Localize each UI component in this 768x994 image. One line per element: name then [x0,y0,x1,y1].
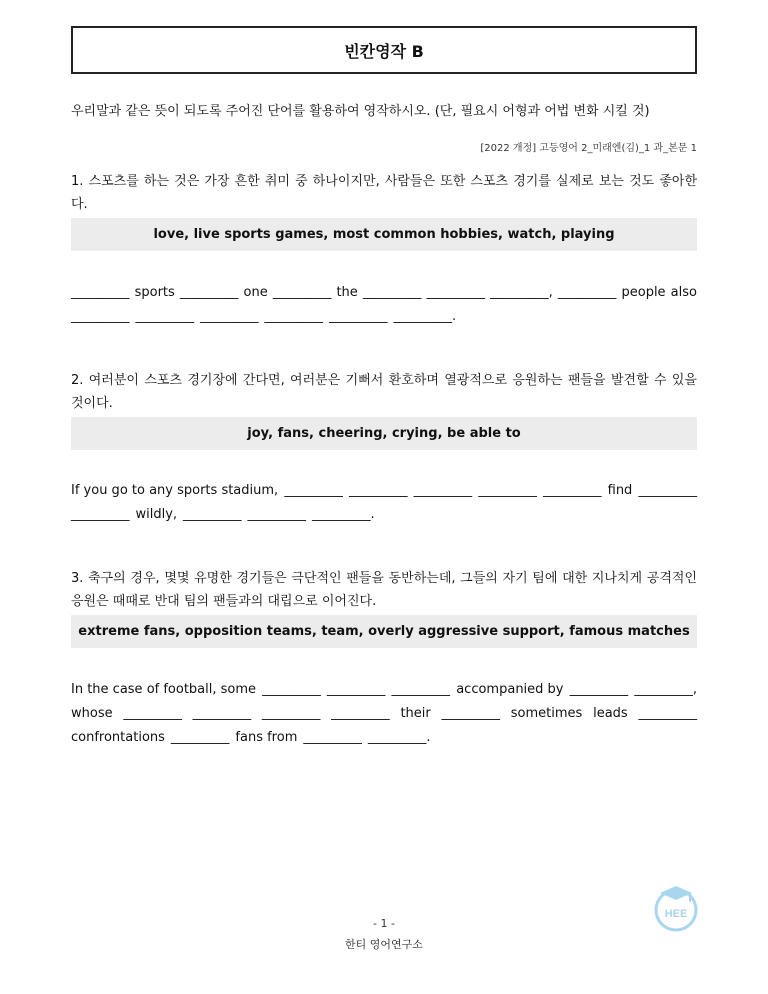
answer-blank: _________ [478,482,537,498]
answer-blank: _________. [367,729,431,745]
answer-blank: _________ [326,681,386,697]
answer-word: their [400,705,431,721]
question-2-hint: joy, fans, cheering, crying, be able to [247,426,521,441]
answer-blank: _________ [200,308,259,324]
answer-blank: _________, [634,681,697,697]
answer-blank: _________. [312,506,375,522]
answer-blank: _________, [490,284,553,300]
question-1-hint: love, live sports games, most common hobbies, watch, playing [153,227,615,242]
question-3-answer-line-1 [71,677,697,701]
answer-word: find [607,482,633,498]
question-3-hint-box [71,615,697,648]
answer-word: fans from [235,729,298,745]
answer-blank: _________ [264,308,323,324]
answer-blank: _________ [331,705,390,721]
answer-blank: _________ [272,284,332,300]
answer-blank: _________ [391,681,451,697]
answer-blank: _________ [284,482,343,498]
answer-word: accompanied by [456,681,564,697]
answer-blank: _________ [135,308,194,324]
question-2-hint-box [71,417,697,450]
question-3-korean: 3. 축구의 경우, 몇몇 유명한 경기들은 극단적인 팬들을 동반하는데, 그들의 자기 팀에 대한 지나치게 공격적인 응원은 때때로 반대 팀의 팬들과의 대립으로 이어진다. [71,571,697,609]
answer-blank: _________ [71,308,130,324]
page-number: - 1 - [373,917,395,930]
answer-word: In the case of football, some [71,681,257,697]
source-label: [2022 개정] 고등영어 2_미래엔(김)_1 과_본문 1 [480,143,697,154]
answer-blank: _________ [123,705,182,721]
question-1-answer-line-2 [71,304,697,328]
question-1-korean: 1. 스포츠를 하는 것은 가장 흔한 취미 중 하나이지만, 사람들은 또한 스포츠 경기를 실제로 보는 것도 좋아한다. [71,174,697,212]
question-1-answer-line-1 [71,280,697,304]
answer-word: wildly, [135,506,178,522]
answer-blank: _________ [569,681,629,697]
question-1-hint-box [71,218,697,251]
answer-blank: _________ [183,506,242,522]
answer-blank: _________. [393,308,457,324]
question-2-answer-line-2 [71,502,697,526]
answer-blank: _________ [192,705,252,721]
title-text: 빈칸영작 B [344,41,424,61]
question-2-korean: 2. 여러분이 스포츠 경기장에 간다면, 여러분은 기뻐서 환호하며 열광적으로 응원하는 팬들을 발견할 수 있을 것이다. [71,373,697,411]
answer-word: also [670,284,697,300]
answer-blank: _________ [638,482,697,498]
question-3-hint: extreme fans, opposition teams, team, overly aggressive support, famous matches [78,624,690,639]
answer-word: whose [71,705,113,721]
answer-blank: _________ [638,705,697,721]
question-2-answer-line-1 [71,478,697,502]
answer-blank: _________ [303,729,362,745]
answer-word: one [243,284,268,300]
answer-blank: _________ [179,284,239,300]
answer-word: leads [593,705,628,721]
answer-blank: _________ [262,681,321,697]
answer-blank: _________ [329,308,388,324]
answer-blank: _________ [557,284,617,300]
answer-word: If you go to any sports stadium, [71,482,279,498]
answer-blank: _________ [349,482,408,498]
answer-blank: _________ [71,506,130,522]
answer-word: confrontations [71,729,165,745]
answer-blank: _________ [170,729,230,745]
question-3-answer-line-3 [71,725,697,749]
answer-word: sports [134,284,175,300]
question-3-answer-line-2 [71,701,697,725]
answer-blank: _________ [261,705,321,721]
answer-blank: _________ [362,284,422,300]
answer-blank: _________ [441,705,500,721]
answer-blank: _________ [71,284,130,300]
answer-word: the [336,284,358,300]
answer-blank: _________ [413,482,473,498]
answer-blank: _________ [542,482,602,498]
instruction-text: 우리말과 같은 뜻이 되도록 주어진 단어를 활용하여 영작하시오. (단, 필요시 어형과 어법 변화 시킬 것) [71,104,650,119]
footer-organization: 한티 영어연구소 [345,938,423,951]
answer-word: people [621,284,666,300]
logo-text: HEE [664,908,688,920]
answer-word: sometimes [510,705,583,721]
hee-logo-icon [650,880,702,932]
answer-blank: _________ [426,284,486,300]
worksheet-title [71,26,697,74]
answer-blank: _________ [247,506,307,522]
